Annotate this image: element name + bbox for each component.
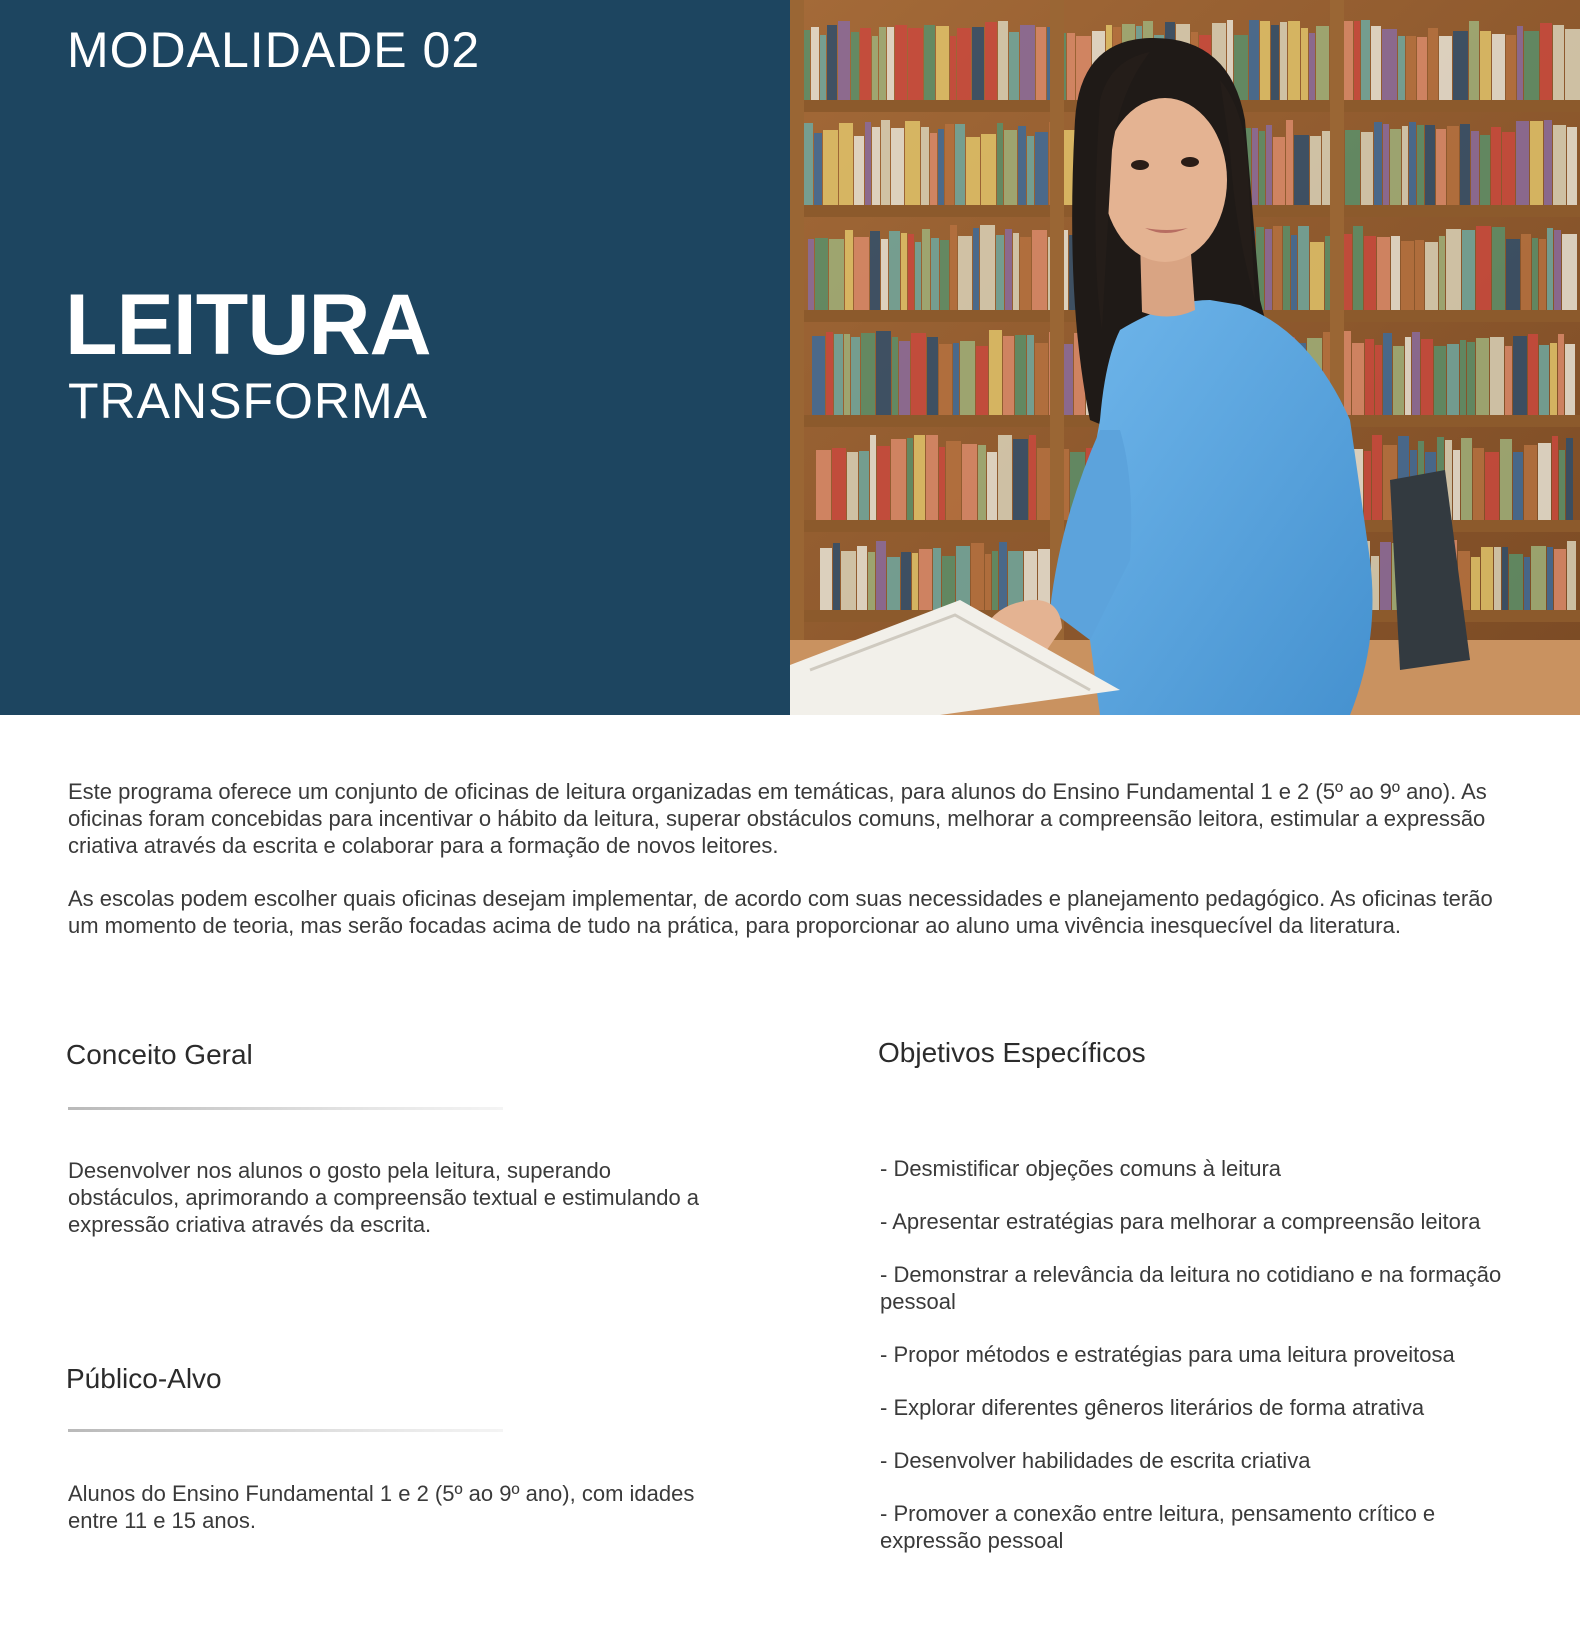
list-item: - Demonstrar a relevância da leitura no cotidiano e na formação pessoal: [880, 1262, 1502, 1314]
list-item: - Promover a conexão entre leitura, pensamento crítico e expressão pessoal: [880, 1501, 1436, 1553]
publico-title: Público-Alvo: [66, 1363, 222, 1394]
woman-reading-in-library-photo: [790, 0, 1580, 715]
objetivos-list: [880, 1155, 1520, 1580]
list-item: - Propor métodos e estratégias para uma leitura proveitosa: [880, 1342, 1455, 1367]
publico-text: Alunos do Ensino Fundamental 1 e 2 (5º ao 9º ano), com idades entre 11 e 15 anos.: [68, 1481, 695, 1533]
publico-divider: [68, 1429, 503, 1432]
hero-banner: [0, 0, 1580, 715]
intro-section: [68, 778, 1508, 965]
conceito-title: Conceito Geral: [66, 1039, 253, 1070]
list-item: - Explorar diferentes gêneros literários de forma atrativa: [880, 1395, 1425, 1420]
page-title: LEITURA: [65, 277, 431, 373]
conceito-divider: [68, 1107, 503, 1110]
list-item: - Desmistificar objeções comuns à leitura: [880, 1156, 1282, 1181]
intro-paragraph: As escolas podem escolher quais oficinas desejam implementar, de acordo com suas necessidades e planejamento pedagógico. As oficinas terão um momento de teoria, mas serão focadas acima de tudo na prática, para proporcionar ao aluno uma vivência inesquecível da literatura.: [68, 886, 1493, 938]
list-item: - Apresentar estratégias para melhorar a compreensão leitora: [880, 1209, 1481, 1234]
modality-label: MODALIDADE 02: [67, 22, 481, 78]
page-subtitle: TRANSFORMA: [68, 373, 428, 429]
conceito-text: Desenvolver nos alunos o gosto pela leitura, superando obstáculos, aprimorando a compreensão textual e estimulando a expressão criativa através da escrita.: [68, 1158, 700, 1237]
intro-paragraph: Este programa oferece um conjunto de oficinas de leitura organizadas em temáticas, para alunos do Ensino Fundamental 1 e 2 (5º ao 9º ano). As oficinas foram concebidas para incentivar o hábito da leitura, superar obstáculos comuns, melhorar a compreensão leitora, estimular a expressão criativa através da escrita e colaborar para a formação de novos leitores.: [68, 779, 1487, 858]
hero-text-panel: [0, 0, 790, 715]
objetivos-title: Objetivos Específicos: [878, 1037, 1146, 1068]
list-item: - Desenvolver habilidades de escrita criativa: [880, 1448, 1311, 1473]
